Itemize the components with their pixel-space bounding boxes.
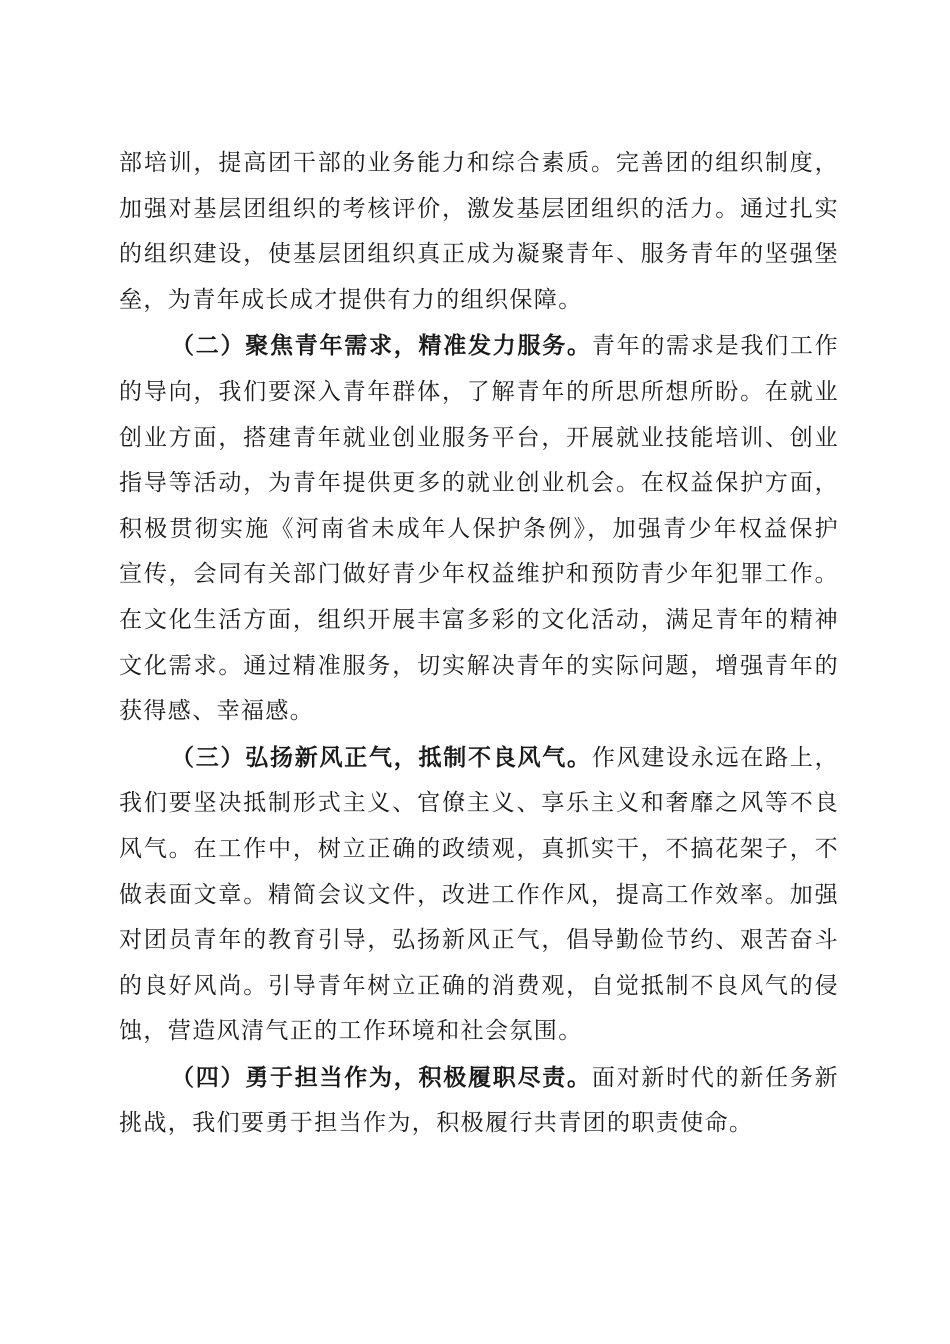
paragraph-section-2 bbox=[119, 323, 839, 734]
section-heading: （三）弘扬新风正气，抵制不良风气。 bbox=[171, 743, 592, 771]
paragraph-section-3 bbox=[119, 735, 839, 1055]
paragraph-section-4 bbox=[119, 1055, 839, 1147]
paragraph-text: 作风建设永远在路上，我们要坚决抵制形式主义、官僚主义、享乐主义和奢靡之风等不良风气。在工作中，树立正确的政绩观，真抓实干，不搞花架子，不做表面文章。精简会议文件，改进工作作风，提高工作效率。加强对团员青年的教育引导，弘扬新风正气，倡导勤俭节约、艰苦奋斗的良好风尚。引导青年树立正确的消费观，自觉抵制不良风气的侵蚀，营造风清气正的工作环境和社会氛围。 bbox=[119, 744, 839, 1045]
paragraph-text: 面对新时代的新任务新挑战，我们要勇于担当作为，积极履行共青团的职责使命。 bbox=[119, 1064, 839, 1137]
section-heading: （二）聚焦青年需求，精准发力服务。 bbox=[171, 332, 592, 360]
section-heading: （四）勇于担当作为，积极履职尽责。 bbox=[171, 1063, 592, 1091]
paragraph-continuation bbox=[119, 141, 839, 323]
paragraph-text: 青年的需求是我们工作的导向，我们要深入青年群体，了解青年的所思所想所盼。在就业创业方面，搭建青年就业创业服务平台，开展就业技能培训、创业指导等活动，为青年提供更多的就业创业机会。在权益保护方面，积极贯彻实施《河南省未成年人保护条例》，加强青少年权益保护宣传，会同有关部门做好青少年权益维护和预防青少年犯罪工作。在文化生活方面，组织开展丰富多彩的文化活动，满足青年的精神文化需求。通过精准服务，切实解决青年的实际问题，增强青年的获得感、幸福感。 bbox=[119, 333, 839, 725]
document-body bbox=[119, 141, 839, 1147]
paragraph-text: 部培训，提高团干部的业务能力和综合素质。完善团的组织制度，加强对基层团组织的考核评价，激发基层团组织的活力。通过扎实的组织建设，使基层团组织真正成为凝聚青年、服务青年的坚强堡垒，为青年成长成才提供有力的组织保障。 bbox=[119, 150, 839, 313]
